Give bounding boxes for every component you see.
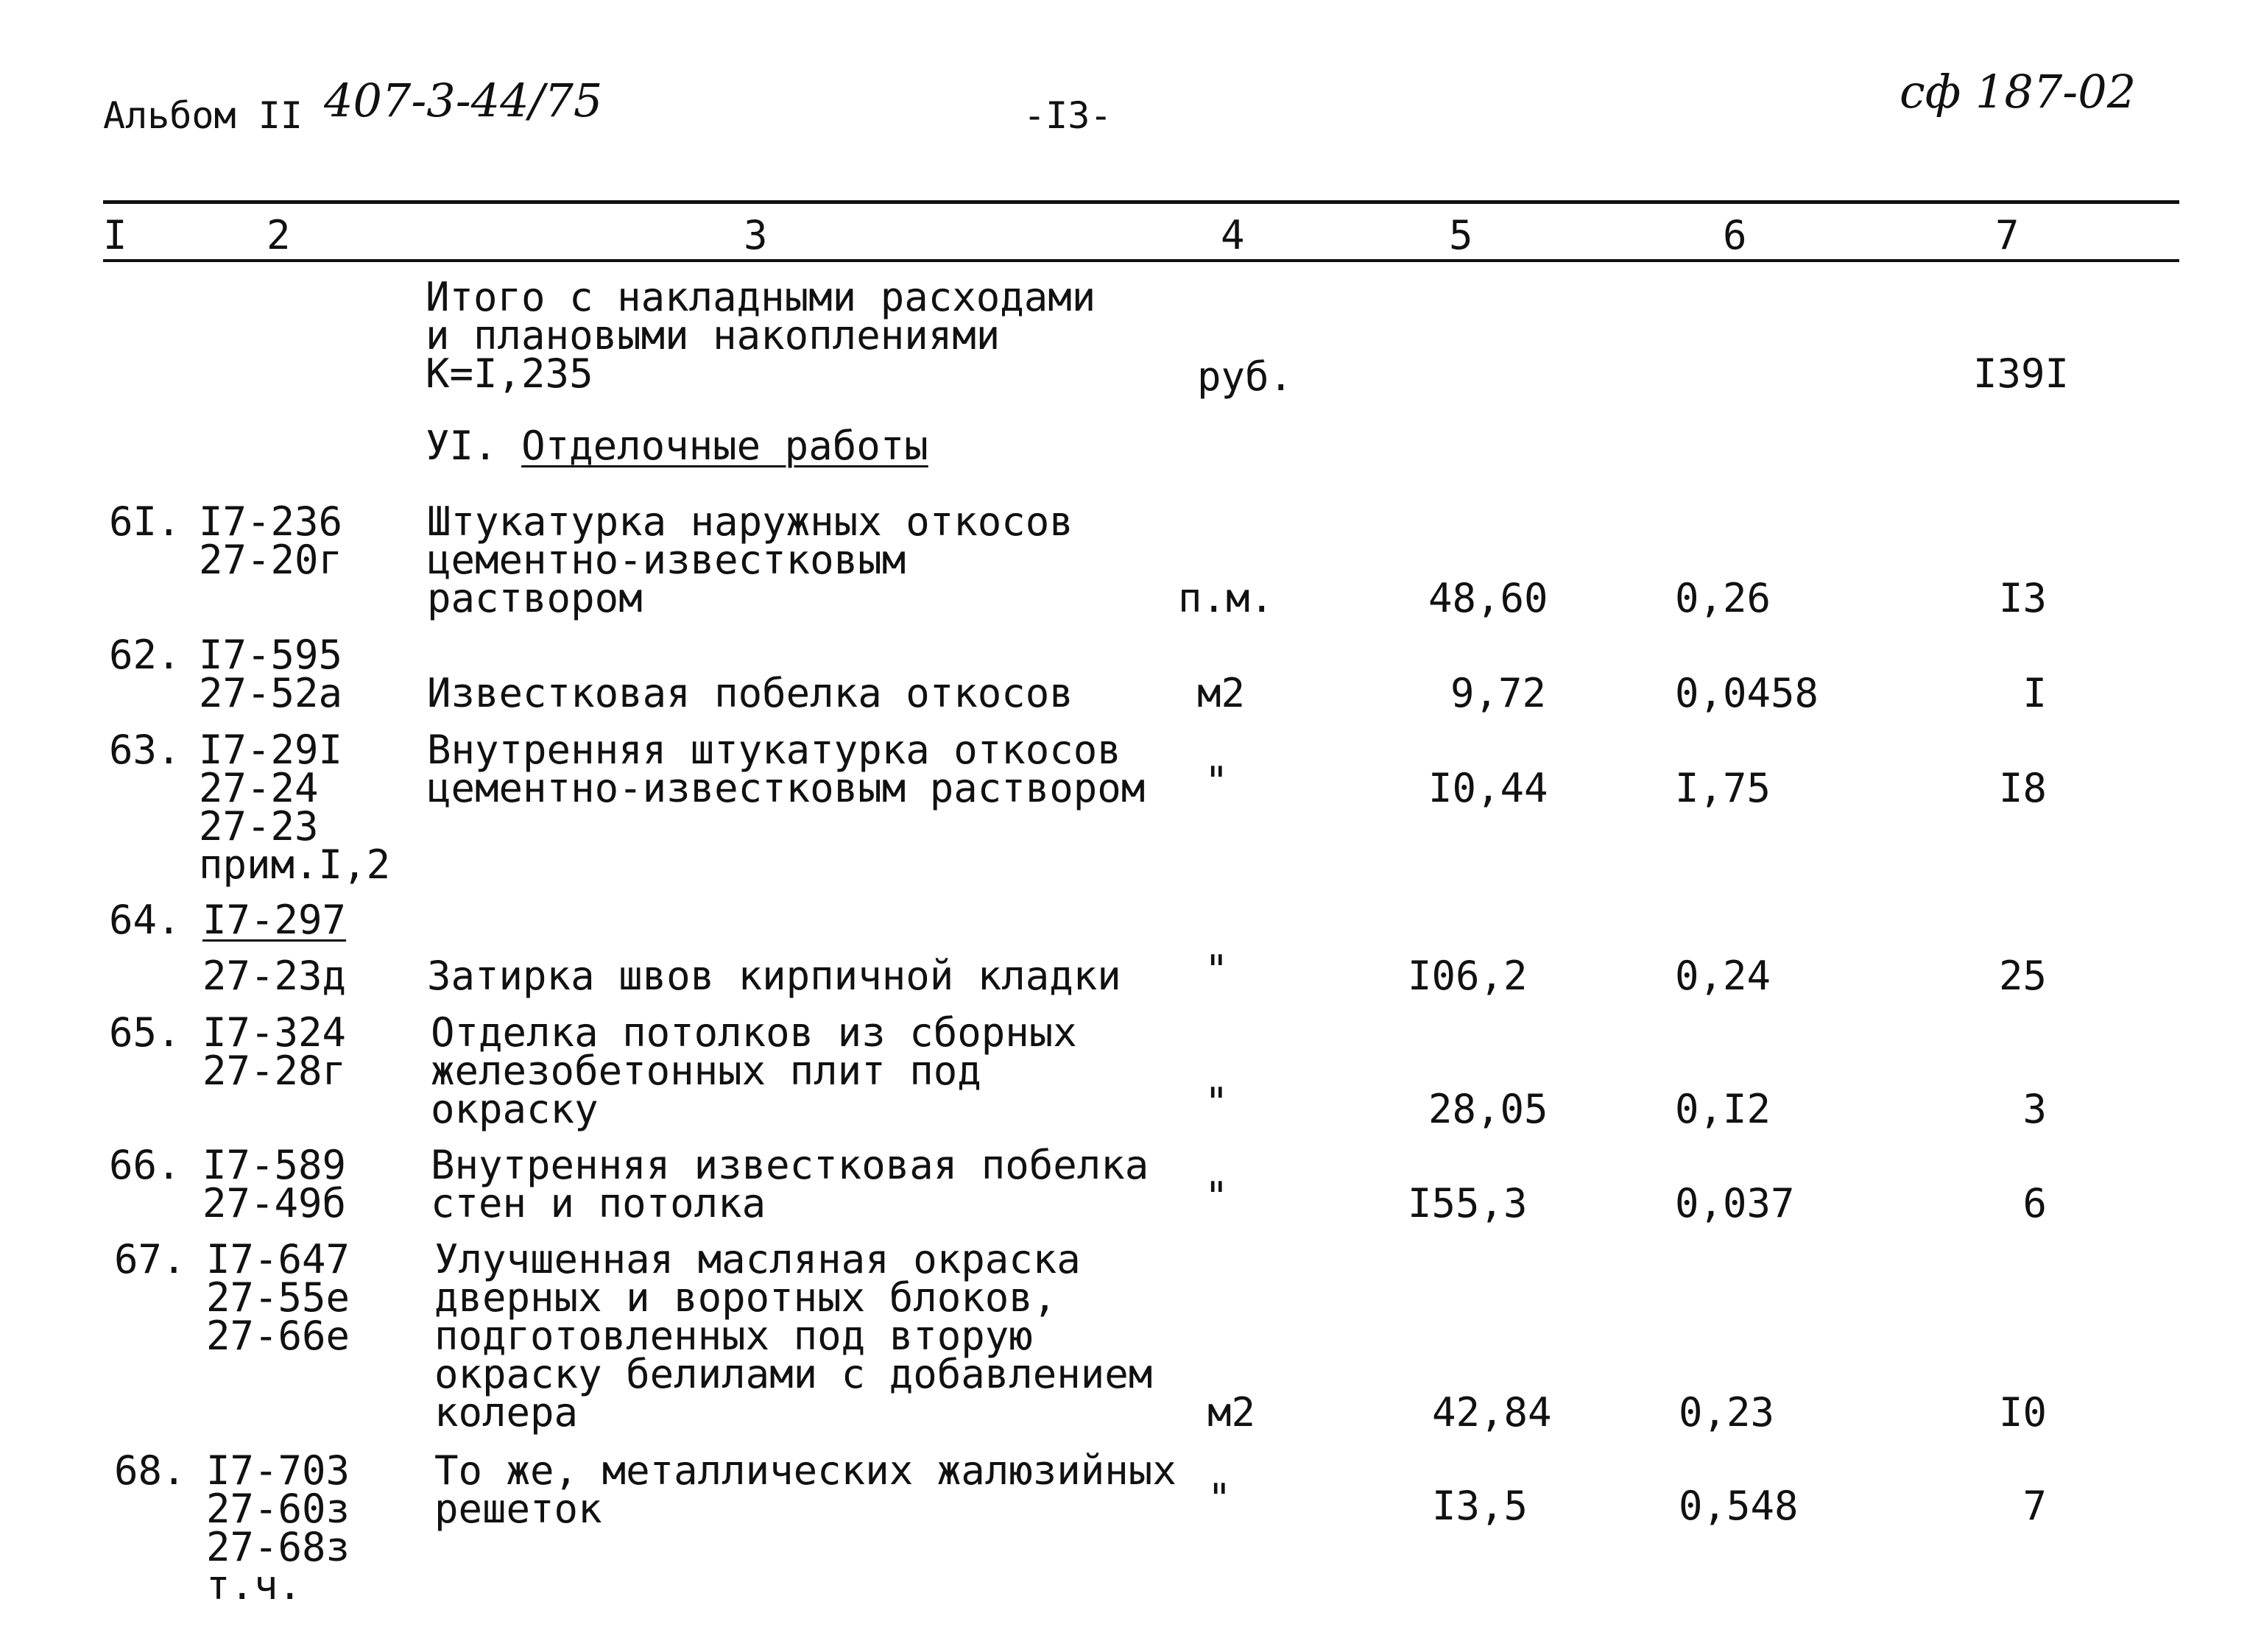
row-unit: " xyxy=(1204,1173,1229,1220)
row-description-line: Улучшенная масляная окраска xyxy=(434,1236,1081,1282)
row-description-line: колера xyxy=(434,1389,579,1436)
row-code: 27-20г xyxy=(199,537,343,583)
row-unit-price: 0,037 xyxy=(1675,1180,1795,1226)
row-total: I0 xyxy=(1998,1389,2047,1436)
row-quantity: I3,5 xyxy=(1432,1483,1528,1529)
row-unit: " xyxy=(1204,758,1229,805)
header-bottom-rule xyxy=(103,259,2179,262)
column-number-4: 4 xyxy=(1221,212,1245,258)
row-code: I7-29I xyxy=(199,727,343,773)
row-description-line: То же, металлических жалюзийных xyxy=(434,1447,1177,1494)
section-title: Отделочные работы xyxy=(521,423,928,469)
row-code: I7-324 xyxy=(202,1009,347,1056)
row-total: 25 xyxy=(1998,953,2047,999)
row-total: 3 xyxy=(2022,1086,2047,1132)
row-description-line: Известковая побелка откосов xyxy=(427,670,1073,716)
row-code: 27-23д xyxy=(202,953,347,999)
row-description-line: железобетонных плит под xyxy=(431,1048,981,1094)
row-description-line: цементно-известковым раствором xyxy=(427,765,1146,811)
row-description-line: Затирка швов кирпичной кладки xyxy=(427,953,1121,999)
top-rule xyxy=(103,200,2179,204)
page-number: -I3- xyxy=(1023,94,1112,137)
row-code: 27-24 xyxy=(199,765,319,811)
row-unit: " xyxy=(1204,947,1229,993)
row-description-line: цементно-известковым xyxy=(427,537,906,583)
column-number-2: 2 xyxy=(267,212,291,258)
summary-line-1: Итого с накладными расходами xyxy=(426,274,1096,320)
row-unit-price: 0,548 xyxy=(1679,1483,1799,1529)
row-code: I7-647 xyxy=(206,1236,350,1282)
row-code: I7-236 xyxy=(199,498,343,545)
handwritten-project-code: 407-3-44/75 xyxy=(324,74,603,127)
row-code: 27-60з xyxy=(206,1486,350,1532)
column-number-6: 6 xyxy=(1723,212,1747,258)
row-quantity: 42,84 xyxy=(1432,1389,1552,1436)
row-code: 27-55е xyxy=(206,1274,350,1321)
row-unit-price: 0,23 xyxy=(1679,1389,1775,1436)
row-number: 66. xyxy=(109,1142,181,1188)
row-number: 67. xyxy=(114,1236,186,1282)
column-number-1: I xyxy=(103,212,127,258)
row-description-line: Внутренняя штукатурка откосов xyxy=(427,727,1121,773)
row-description-line: Внутренняя известковая побелка xyxy=(431,1142,1149,1188)
row-total: 6 xyxy=(2022,1180,2047,1226)
section-number: УI. xyxy=(426,423,498,469)
row-unit: " xyxy=(1207,1475,1232,1522)
row-number: 64. xyxy=(109,897,181,943)
row-unit-price: 0,I2 xyxy=(1675,1086,1771,1132)
column-number-7: 7 xyxy=(1995,212,2020,258)
row-code: т.ч. xyxy=(206,1562,303,1609)
row-quantity: I0,44 xyxy=(1428,765,1548,811)
summary-line-2: и плановыми накоплениями xyxy=(426,312,1001,359)
row-number: 6I. xyxy=(109,498,181,545)
row-unit: м2 xyxy=(1197,670,1246,716)
row-description-line: подготовленных под вторую xyxy=(434,1313,1033,1359)
row-total: I8 xyxy=(1998,765,2047,811)
row-description-line: окраску белилами с добавлением xyxy=(434,1351,1153,1397)
handwritten-reference: сф 187-02 xyxy=(1900,65,2137,119)
row-unit-price: 0,26 xyxy=(1675,575,1771,621)
row-code: 27-49б xyxy=(202,1180,347,1226)
row-unit-price: 0,0458 xyxy=(1675,670,1819,716)
section-heading xyxy=(426,423,928,469)
row-code: I7-595 xyxy=(199,632,343,678)
row-code: 27-68з xyxy=(206,1524,350,1570)
summary-line-3: К=I,235 xyxy=(426,350,593,397)
row-description-line: стен и потолка xyxy=(431,1180,766,1226)
row-total: 7 xyxy=(2022,1483,2047,1529)
row-description-line: решеток xyxy=(434,1486,602,1532)
row-code: прим.I,2 xyxy=(199,841,391,888)
row-description-line: Отделка потолков из сборных xyxy=(431,1009,1077,1056)
row-total: I3 xyxy=(1998,575,2047,621)
column-number-5: 5 xyxy=(1449,212,1473,258)
row-description-line: Штукатурка наружных откосов xyxy=(427,498,1073,545)
row-description-line: раствором xyxy=(427,575,643,621)
row-number: 63. xyxy=(109,727,181,773)
row-quantity: I06,2 xyxy=(1408,953,1528,999)
album-label: Альбом II xyxy=(103,94,303,137)
summary-total: I39I xyxy=(1973,350,2070,397)
row-unit-price: I,75 xyxy=(1675,765,1771,811)
row-code: I7-703 xyxy=(206,1447,350,1494)
row-code: I7-589 xyxy=(202,1142,347,1188)
row-unit: " xyxy=(1204,1079,1229,1126)
row-quantity: 48,60 xyxy=(1428,575,1548,621)
summary-unit: руб. xyxy=(1197,353,1294,400)
row-number: 62. xyxy=(109,632,181,678)
row-code: I7-297 xyxy=(202,897,347,943)
row-code: 27-28г xyxy=(202,1048,347,1094)
column-number-3: 3 xyxy=(744,212,768,258)
row-quantity: 28,05 xyxy=(1428,1086,1548,1132)
row-number: 68. xyxy=(114,1447,186,1494)
row-quantity: 9,72 xyxy=(1450,670,1547,716)
row-code: 27-66е xyxy=(206,1313,350,1359)
row-quantity: I55,3 xyxy=(1408,1180,1528,1226)
row-unit-price: 0,24 xyxy=(1675,953,1771,999)
row-total: I xyxy=(2022,670,2047,716)
row-number: 65. xyxy=(109,1009,181,1056)
row-unit: п.м. xyxy=(1178,575,1274,621)
row-code: 27-52а xyxy=(199,670,343,716)
row-unit: м2 xyxy=(1207,1389,1256,1436)
row-description-line: дверных и воротных блоков, xyxy=(434,1274,1057,1321)
row-code: 27-23 xyxy=(199,803,319,850)
row-description-line: окраску xyxy=(431,1086,599,1132)
